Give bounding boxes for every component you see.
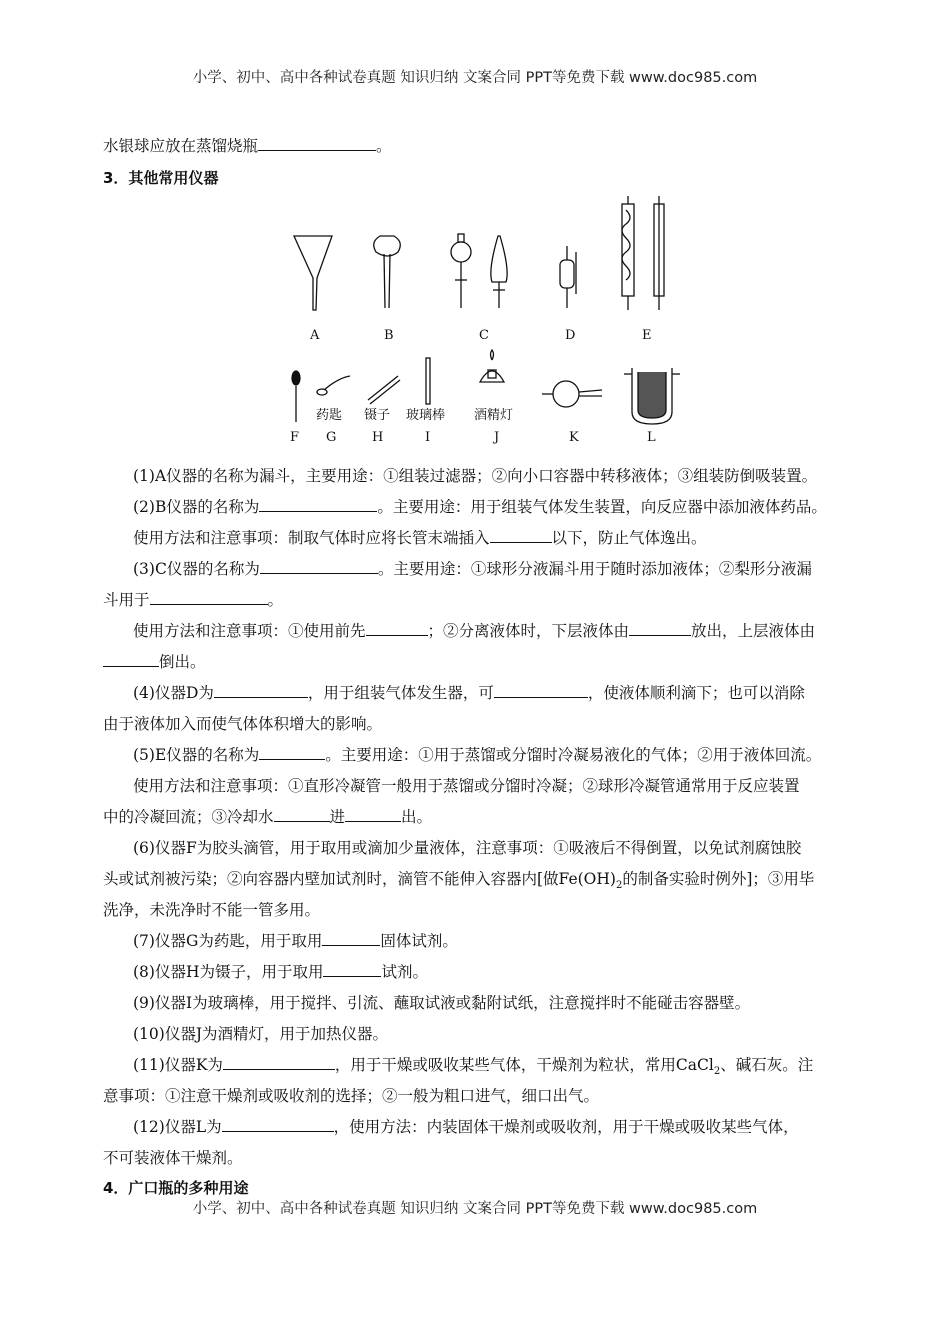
page-header: 小学、初中、高中各种试卷真题 知识归纳 文案合同 PPT等免费下载 www.doc985.com (192, 70, 758, 86)
label-K: K (569, 430, 579, 445)
answer-blank[interactable] (274, 807, 330, 822)
drying-tube-icon (542, 381, 602, 407)
thistle-funnel-icon (374, 236, 401, 308)
para-2: (2)B仪器的名称为 。主要用途：用于组装气体发生装置，向反应器中添加液体药品。 (133, 498, 827, 516)
label-G: G (326, 430, 337, 445)
para-7: (7)仪器G为药匙，用于取用 固体试剂。 (133, 932, 458, 950)
para-1: (1)A仪器的名称为漏斗，主要用途：①组装过滤器；②向小口容器中转移液体；③组装防倒吸装置。 (133, 467, 818, 485)
label-B: B (384, 328, 394, 343)
label-J: J (494, 430, 500, 445)
para-6c: 洗净，未洗净时不能一管多用。 (103, 901, 321, 919)
pressure-equalizing-funnel-icon (560, 246, 576, 308)
section-heading-4: 4．广口瓶的多种用途 (103, 1179, 249, 1197)
label-A: A (310, 328, 320, 343)
answer-blank[interactable] (494, 683, 588, 698)
para-2b: 使用方法和注意事项：制取气体时应将长管末端插入 以下，防止气体逸出。 (133, 529, 707, 547)
answer-blank[interactable] (150, 590, 268, 605)
answer-blank[interactable] (260, 559, 378, 574)
label-F: F (290, 430, 300, 445)
answer-blank[interactable] (490, 528, 552, 543)
label-D: D (565, 328, 576, 343)
para-3c: 斗用于 。 (103, 591, 284, 609)
answer-blank[interactable] (223, 1055, 335, 1070)
answer-blank[interactable] (259, 745, 325, 760)
para-6: (6)仪器F为胶头滴管，用于取用或滴加少量液体，注意事项：①吸液后不得倒置，以免试剂腐蚀胶 (133, 839, 802, 857)
straight-condenser-icon (654, 196, 664, 310)
label-spoon-name: 药匙 (316, 408, 343, 423)
funnel-icon (294, 236, 332, 310)
dropper-icon (292, 371, 300, 422)
para-3d: 使用方法和注意事项：①使用前先 ；②分离液体时，下层液体由 放出，上层液体由 (133, 622, 816, 640)
para-9: (9)仪器I为玻璃棒，用于搅拌、引流、蘸取试液或黏附试纸，注意搅拌时不能碰击容器壁。 (133, 994, 751, 1012)
para-5: (5)E仪器的名称为 。主要用途：①用于蒸馏或分馏时冷凝易液化的气体；②用于液体回流。 (133, 746, 822, 764)
para-11b: 意事项：①注意干燥剂或吸收剂的选择；②一般为粗口进气，细口出气。 (103, 1087, 600, 1105)
para-12b: 不可装液体干燥剂。 (103, 1149, 243, 1167)
para-12: (12)仪器L为 ，使用方法：内装固体干燥剂或吸收剂，用于干燥或吸收某些气体， (133, 1118, 799, 1136)
glass-rod-icon (426, 358, 430, 404)
para-5b: 使用方法和注意事项：①直形冷凝管一般用于蒸馏或分馏时冷凝；②球形冷凝管通常用于反应装置 (133, 777, 800, 795)
label-alcohol-lamp-name: 酒精灯 (474, 408, 514, 423)
answer-blank[interactable] (345, 807, 401, 822)
label-tweezers-name: 镊子 (364, 408, 391, 423)
answer-blank[interactable] (366, 621, 428, 636)
label-C: C (479, 328, 489, 343)
para-8: (8)仪器H为镊子，用于取用 试剂。 (133, 963, 428, 981)
answer-blank[interactable] (222, 1117, 334, 1132)
para-4b: 由于液体加入而使气体体积增大的影响。 (103, 715, 383, 733)
answer-blank[interactable] (214, 683, 308, 698)
pear-separatory-funnel-icon (491, 236, 507, 308)
spoon-icon (317, 376, 350, 395)
page-footer: 小学、初中、高中各种试卷真题 知识归纳 文案合同 PPT等免费下载 www.doc985.com (192, 1201, 758, 1217)
bulb-condenser-icon (622, 196, 634, 310)
section-heading-3: 3．其他常用仪器 (103, 169, 219, 187)
answer-blank[interactable] (259, 497, 377, 512)
label-glass-rod-name: 玻璃棒 (406, 408, 446, 423)
label-E: E (642, 328, 652, 343)
label-L: L (647, 430, 656, 445)
apparatus-figure (280, 190, 680, 450)
para-3: (3)C仪器的名称为 。主要用途：①球形分液漏斗用于随时添加液体；②梨形分液漏 (133, 560, 812, 578)
spherical-separatory-funnel-icon (451, 234, 471, 308)
para-mercury-bulb: 水银球应放在蒸馏烧瓶 。 (103, 137, 392, 155)
answer-blank[interactable] (322, 931, 380, 946)
label-H: H (372, 430, 384, 445)
answer-blank[interactable] (258, 136, 376, 151)
label-I: I (425, 430, 431, 445)
para-3e: 倒出。 (103, 650, 865, 672)
answer-blank[interactable] (629, 621, 691, 636)
alcohol-lamp-icon (480, 350, 504, 382)
answer-blank[interactable] (323, 962, 381, 977)
tweezers-icon (368, 376, 400, 404)
u-tube-icon (624, 368, 680, 424)
para-4: (4)仪器D为 ，用于组装气体发生器，可 ，使液体顺利滴下；也可以消除 (133, 684, 805, 702)
para-11: (11)仪器K为 ，用于干燥或吸收某些气体，干燥剂为粒状，常用CaCl$_2$、碱石灰。注 (133, 1056, 814, 1078)
para-10: (10)仪器J为酒精灯，用于加热仪器。 (133, 1025, 389, 1043)
para-6b: 头或试剂被污染；②向容器内壁加试剂时，滴管不能伸入容器内[做$Fe(OH)_2$的制备实验时例外]；③用毕 (103, 870, 815, 892)
answer-blank[interactable] (103, 652, 159, 667)
para-5c: 中的冷凝回流；③冷却水 进 出。 (103, 808, 433, 826)
